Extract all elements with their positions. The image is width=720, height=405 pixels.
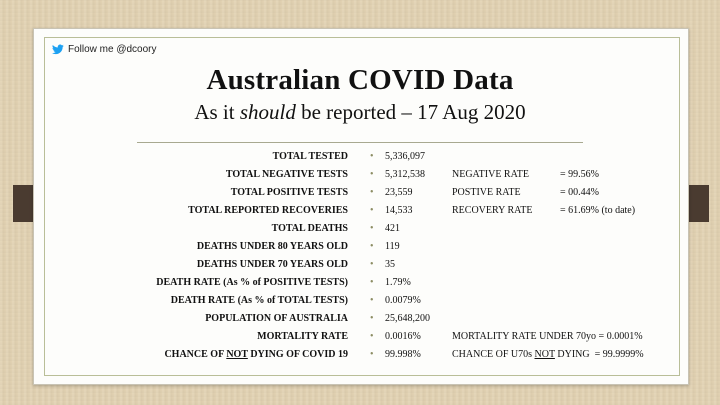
label-suffix: DYING OF COVID 19 (247, 349, 348, 360)
subtitle-emphasis: should (239, 100, 296, 124)
table-row (0, 312, 720, 330)
subtitle-suffix: be reported – 17 Aug 2020 (295, 100, 526, 124)
bullet-icon: • (370, 169, 374, 180)
row-value: 14,533 (385, 205, 413, 216)
table-row (0, 222, 720, 240)
rate-label: POSTIVE RATE (452, 187, 521, 198)
row-value: 0.0079% (385, 295, 421, 306)
bullet-icon: • (370, 349, 374, 360)
title-divider (137, 142, 583, 143)
row-label: DEATHS UNDER 80 YEARS OLD (196, 241, 348, 252)
row-value: 0.0016% (385, 331, 421, 342)
follow-link[interactable] (52, 44, 157, 55)
row-label: TOTAL DEATHS (271, 223, 348, 234)
row-label: TOTAL REPORTED RECOVERIES (188, 205, 348, 216)
rate-value: = 61.69% (to date) (560, 205, 636, 216)
row-value: 421 (385, 223, 400, 234)
table-row (0, 168, 720, 186)
row-label: DEATHS UNDER 70 YEARS OLD (196, 259, 348, 270)
row-value: 99.998% (385, 349, 421, 360)
row-label: TOTAL NEGATIVE TESTS (225, 169, 348, 180)
bullet-icon: • (370, 313, 374, 324)
table-row (0, 348, 720, 366)
table-row (0, 186, 720, 204)
mortality-under-70-note: MORTALITY RATE UNDER 70yo = 0.0001% (452, 331, 643, 342)
table-row (0, 294, 720, 312)
row-label: DEATH RATE (As % of POSITIVE TESTS) (156, 277, 348, 288)
rate-label: NEGATIVE RATE (452, 169, 529, 180)
table-row (0, 204, 720, 222)
row-value: 119 (385, 241, 400, 252)
row-value: 23,559 (385, 187, 413, 198)
bullet-icon: • (370, 241, 374, 252)
bullet-icon: • (370, 187, 374, 198)
bullet-icon: • (370, 151, 374, 162)
bullet-icon: • (370, 205, 374, 216)
row-label: DEATH RATE (As % of TOTAL TESTS) (170, 295, 348, 306)
row-label (164, 348, 348, 362)
subtitle-prefix: As it (194, 100, 240, 124)
table-row (0, 258, 720, 276)
rate-label: RECOVERY RATE (452, 205, 533, 216)
table-row (0, 150, 720, 168)
bullet-icon: • (370, 277, 374, 288)
chance-u70-note (452, 348, 644, 362)
rate-value: = 99.56% (560, 169, 599, 180)
bullet-icon: • (370, 223, 374, 234)
row-label: TOTAL TESTED (272, 151, 348, 162)
row-value: 35 (385, 259, 395, 270)
bullet-icon: • (370, 295, 374, 306)
row-label: MORTALITY RATE (257, 331, 348, 342)
row-value: 5,312,538 (385, 169, 425, 180)
table-row (0, 240, 720, 258)
row-label: POPULATION OF AUSTRALIA (205, 313, 348, 324)
note-suffix: DYING = 99.9999% (554, 349, 644, 360)
follow-text: Follow me @dcoory (68, 44, 157, 55)
row-value: 5,336,097 (385, 151, 425, 162)
note-prefix: CHANCE OF U70s (452, 349, 535, 360)
table-row (0, 330, 720, 348)
row-value: 25,648,200 (385, 313, 430, 324)
label-prefix: CHANCE OF (164, 349, 227, 360)
label-underlined: NOT (226, 349, 248, 360)
row-label: TOTAL POSITIVE TESTS (230, 187, 348, 198)
page-subtitle (0, 100, 720, 125)
table-row (0, 276, 720, 294)
twitter-bird-icon (52, 44, 64, 55)
bullet-icon: • (370, 331, 374, 342)
note-underlined: NOT (534, 349, 555, 360)
row-value: 1.79% (385, 277, 411, 288)
page-title: Australian COVID Data (206, 64, 514, 96)
rate-value: = 00.44% (560, 187, 599, 198)
bullet-icon: • (370, 259, 374, 270)
